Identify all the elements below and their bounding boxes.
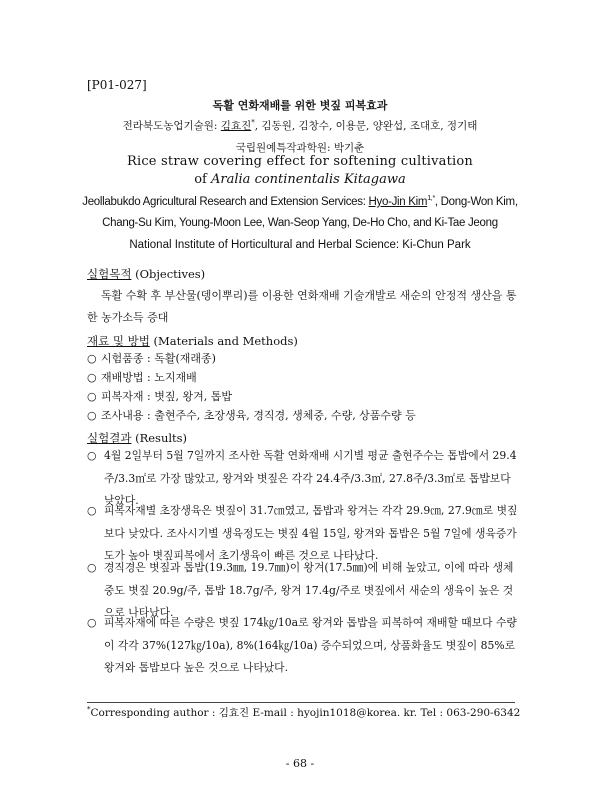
abstract-code: [P01-027] xyxy=(87,78,147,92)
korean-authors: 전라북도농업기술원: 김효진*, 김동원, 김창수, 이용문, 양완섭, 조대호, 정기태 xyxy=(122,118,478,132)
results-item: ○ 경직경은 볏짚과 톱밥(19.3㎜, 19.7㎜)이 왕겨(17.5㎜)에 비해 높았고, 이에 따라 생체중도 볏짚 20.9g/주, 톱밥 18.7g/주, 왕겨 17.4g/주로 볏짚에서 새순의 생육이 높은 것으로 나타났다. xyxy=(87,561,514,619)
results-heading: 실험결과 (Results) xyxy=(87,431,188,445)
methods-item: ○ 피복자재 : 볏짚, 왕겨, 톱밥 xyxy=(87,390,232,403)
methods-heading: 재료 및 방법 (Materials and Methods) xyxy=(87,334,298,348)
footnote: *Corresponding author : 김효진 E-mail : hyojin1018@korea. kr. Tel : 063-290-6342 xyxy=(87,705,521,719)
footnote-divider xyxy=(87,702,515,703)
english-title: Rice straw covering effect for softening cultivation xyxy=(126,154,473,169)
objectives-heading: 실험목적 (Objectives) xyxy=(87,267,206,281)
methods-item: ○ 시험품종 : 독활(재래종) xyxy=(87,352,216,365)
english-institute: National Institute of Horticultural and Herbal Science: Ki-Chun Park xyxy=(129,239,471,251)
corresponding-mark: * xyxy=(251,118,255,127)
page-number: - 68 - xyxy=(285,757,315,770)
english-subtitle: of Aralia continentalis Kitagawa xyxy=(194,172,406,187)
corresponding-mark-en: 1,* xyxy=(427,195,435,203)
korean-institute: 국립원예특작과학원: 박기춘 xyxy=(235,142,365,154)
korean-title: 독활 연화재배를 위한 볏짚 피복효과 xyxy=(212,99,388,112)
methods-item: ○ 재배방법 : 노지재배 xyxy=(87,371,197,384)
corresponding-author-en: Hyo-Jin Kim xyxy=(368,196,428,208)
english-authors-line1: Jeollabukdo Agricultural Research and Extension Services: Hyo-Jin Kim$^{1,*}$, Dong-Won Kim, xyxy=(82,195,518,208)
methods-item: ○ 조사내용 : 출현주수, 초장생육, 경직경, 생체중, 수량, 상품수량 등 xyxy=(87,409,416,422)
corresponding-author-ko: 김효진 xyxy=(220,120,252,132)
results-item: ○ 피복자재별 초장생육은 볏짚이 31.7㎝였고, 톱밥과 왕겨는 각각 29.9㎝, 27.9㎝로 볏짚보다 낮았다. 조사시기별 생육정도는 볏짚 4월 15일, 왕겨와 톱밥은 5월 7일에 생육증가도가 높아 볏짚피복에서 초기생육이 빠른 것으로 나타났다. xyxy=(87,504,518,562)
results-item: ○ 4월 2일부터 5월 7일까지 조사한 독활 연화재배 시기별 평균 출현주수는 톱밥에서 29.4주/3.3㎡로 가장 많았고, 왕겨와 볏짚은 각각 24.4주/3.3㎡, 27.8주/3.3㎡로 톱밥보다 낮았다. xyxy=(87,449,517,507)
species-name: Aralia continentalis Kitagawa xyxy=(211,172,406,187)
objectives-text: 독활 수확 후 부산물(뎅이뿌리)를 이용한 연화재배 기술개발로 새순의 안정적 생산을 통한 농가소득 증대 xyxy=(87,289,517,324)
english-authors-line2: Chang-Su Kim, Young-Moon Lee, Wan-Seop Yang, De-Ho Cho, and Ki-Tae Jeong xyxy=(102,217,498,229)
results-item: ○ 피복자재에 따른 수량은 볏짚 174㎏/10a로 왕겨와 톱밥을 피복하여 재배할 때보다 수량이 각각 37%(127㎏/10a), 8%(164㎏/10a) 증수되었으며, 상품화율도 볏짚이 85%로 왕겨와 톱밥보다 높은 것으로 나타났다. xyxy=(87,616,517,674)
